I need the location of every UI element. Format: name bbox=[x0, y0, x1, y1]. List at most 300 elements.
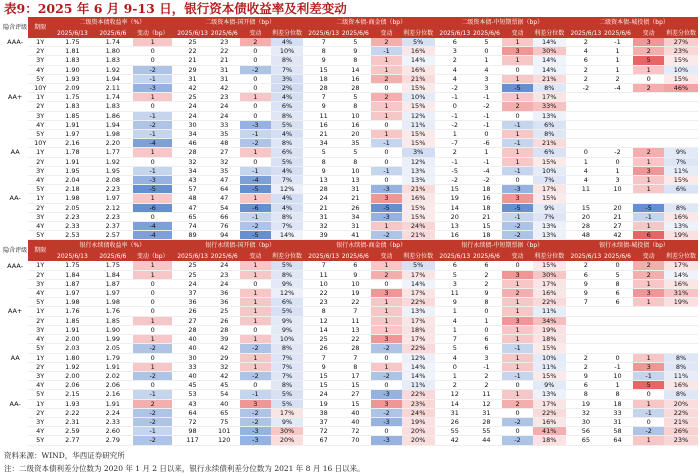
value-cell: 54 bbox=[208, 203, 240, 212]
value-cell bbox=[633, 316, 664, 325]
value-cell: -3 bbox=[133, 176, 172, 185]
table-row bbox=[2, 436, 698, 445]
value-cell: 30 bbox=[177, 120, 209, 129]
value-cell: 1 bbox=[502, 390, 533, 399]
value-cell: 1.74 bbox=[93, 38, 133, 47]
value-cell: 0 bbox=[133, 56, 172, 65]
value-cell: -1 bbox=[133, 111, 172, 120]
term-cell: 1Y bbox=[28, 399, 52, 408]
value-cell: 28 bbox=[308, 84, 340, 93]
value-cell: -1 bbox=[471, 362, 503, 371]
rating-cell bbox=[2, 417, 28, 426]
value-cell: 6% bbox=[271, 298, 304, 307]
value-cell: -2 bbox=[371, 344, 402, 353]
value-cell: 8 bbox=[340, 102, 372, 111]
value-cell: 8% bbox=[271, 381, 304, 390]
value-cell: -1 bbox=[133, 74, 172, 83]
value-cell: 22% bbox=[402, 390, 435, 399]
value-cell: 24% bbox=[402, 222, 435, 231]
value-cell: 8 bbox=[340, 157, 372, 166]
value-cell: 12% bbox=[402, 157, 435, 166]
value-cell: 1.83 bbox=[52, 56, 92, 65]
value-cell: 10% bbox=[664, 65, 698, 74]
value-cell bbox=[633, 335, 664, 344]
value-cell: -1 bbox=[133, 166, 172, 175]
value-cell: 13% bbox=[533, 222, 566, 231]
value-cell: 2.08 bbox=[93, 176, 133, 185]
value-cell: 31 bbox=[471, 408, 503, 417]
value-cell: 23 bbox=[308, 298, 340, 307]
value-cell: 1 bbox=[371, 111, 402, 120]
value-cell: 58 bbox=[602, 427, 634, 436]
value-cell: 1 bbox=[602, 47, 634, 56]
value-cell: 1 bbox=[240, 261, 271, 270]
value-cell: -1 bbox=[502, 139, 533, 148]
value-cell: 16% bbox=[533, 417, 566, 426]
value-cell: 0 bbox=[240, 84, 271, 93]
value-cell: 2 bbox=[570, 65, 602, 74]
value-cell bbox=[602, 335, 634, 344]
value-cell: 11% bbox=[533, 307, 566, 316]
table-row bbox=[2, 399, 698, 408]
term-cell: 1Y bbox=[28, 93, 52, 102]
value-cell: 94 bbox=[208, 231, 240, 240]
value-cell: 12% bbox=[402, 111, 435, 120]
value-cell: 0 bbox=[133, 307, 172, 316]
value-cell: 1.97 bbox=[93, 194, 133, 203]
value-cell: 2.03 bbox=[52, 344, 92, 353]
value-cell bbox=[602, 111, 634, 120]
value-cell: 2.22 bbox=[52, 408, 92, 417]
value-cell: 3 bbox=[633, 38, 664, 47]
rating-cell bbox=[2, 111, 28, 120]
value-cell: 21 bbox=[208, 56, 240, 65]
value-cell: -4 bbox=[133, 231, 172, 240]
value-cell: 1.95 bbox=[93, 166, 133, 175]
value-cell: 8% bbox=[271, 212, 304, 221]
value-cell: 13 bbox=[340, 176, 372, 185]
value-cell: 1.90 bbox=[93, 325, 133, 334]
value-cell: 5% bbox=[402, 261, 435, 270]
value-cell: 24% bbox=[402, 408, 435, 417]
value-cell: 2.05 bbox=[93, 344, 133, 353]
value-cell: -2 bbox=[133, 417, 172, 426]
value-cell: 40 bbox=[177, 335, 209, 344]
value-cell: 0 bbox=[502, 176, 533, 185]
value-cell: 8% bbox=[664, 203, 698, 212]
table-row bbox=[2, 261, 698, 270]
value-cell bbox=[633, 325, 664, 334]
value-cell: 3 bbox=[602, 176, 634, 185]
value-cell: 4% bbox=[271, 166, 304, 175]
value-cell: 1.81 bbox=[52, 47, 92, 56]
value-cell: 0 bbox=[371, 148, 402, 157]
value-cell: -2 bbox=[371, 231, 402, 240]
spread-group-header: 银行永续债-国开债（bp） bbox=[177, 240, 304, 253]
value-cell: 5 bbox=[340, 38, 372, 47]
value-cell: 3 bbox=[502, 270, 533, 279]
value-cell: 0 bbox=[371, 427, 402, 436]
value-cell: 1.85 bbox=[93, 316, 133, 325]
table-title: 表9：2025 年 6 月 9-13 日，银行资本债收益率及利差变动 bbox=[4, 1, 347, 16]
value-cell: 32 bbox=[177, 157, 209, 166]
value-cell: 2 bbox=[502, 399, 533, 408]
value-cell: 1.98 bbox=[52, 298, 92, 307]
value-cell: 65 bbox=[208, 408, 240, 417]
value-cell: 0 bbox=[471, 325, 503, 334]
value-cell: 0 bbox=[133, 353, 172, 362]
value-cell: 8 bbox=[340, 362, 372, 371]
value-cell: 10% bbox=[533, 166, 566, 175]
value-cell: 0 bbox=[471, 307, 503, 316]
value-cell: 101 bbox=[208, 427, 240, 436]
rating-cell bbox=[2, 139, 28, 148]
value-cell: 9 bbox=[439, 298, 471, 307]
table-row bbox=[2, 38, 698, 47]
value-cell: 19 bbox=[308, 399, 340, 408]
value-cell: 8% bbox=[271, 111, 304, 120]
value-cell bbox=[664, 316, 698, 325]
value-cell: 2 bbox=[602, 74, 634, 83]
value-cell: 28 bbox=[208, 325, 240, 334]
value-cell: 67 bbox=[308, 436, 340, 445]
value-cell: 2 bbox=[439, 56, 471, 65]
change-header: 变动 bbox=[633, 29, 664, 38]
value-cell: 1.91 bbox=[52, 120, 92, 129]
value-cell: 8% bbox=[271, 56, 304, 65]
value-cell: 20 bbox=[439, 212, 471, 221]
value-cell: 2.24 bbox=[93, 408, 133, 417]
value-cell: 1 bbox=[633, 157, 664, 166]
rating-cell bbox=[2, 47, 28, 56]
value-cell: 7 bbox=[308, 353, 340, 362]
value-cell: 40 bbox=[340, 408, 372, 417]
spread-group-header: 二级资本债-商金债（bp） bbox=[308, 17, 435, 29]
value-cell: 42 bbox=[208, 344, 240, 353]
value-cell: 24 bbox=[308, 194, 340, 203]
value-cell: 11% bbox=[664, 166, 698, 175]
value-cell: 11 bbox=[570, 185, 602, 194]
value-cell: 16 bbox=[340, 74, 372, 83]
value-cell: 1 bbox=[133, 335, 172, 344]
value-cell: 4% bbox=[271, 194, 304, 203]
value-cell: 24 bbox=[177, 102, 209, 111]
value-cell: 7% bbox=[271, 371, 304, 380]
value-cell: 15% bbox=[664, 74, 698, 83]
value-cell: 1.80 bbox=[93, 47, 133, 56]
value-cell: 0 bbox=[133, 298, 172, 307]
value-cell: 1 bbox=[502, 362, 533, 371]
value-cell: 10 bbox=[602, 371, 634, 380]
value-cell: 1.84 bbox=[52, 270, 92, 279]
value-cell: -2 bbox=[502, 436, 533, 445]
value-cell: 35 bbox=[208, 130, 240, 139]
value-cell: 15% bbox=[402, 84, 435, 93]
value-cell: 1 bbox=[502, 130, 533, 139]
value-cell: 15% bbox=[664, 56, 698, 65]
rating-cell: AA bbox=[10, 148, 20, 157]
change-header: 变动 bbox=[633, 252, 664, 261]
value-cell: 0 bbox=[471, 47, 503, 56]
table-row bbox=[2, 335, 698, 344]
value-cell: 2 bbox=[240, 38, 271, 47]
value-cell: 64 bbox=[602, 436, 634, 445]
value-cell: 3 bbox=[439, 47, 471, 56]
value-cell: 2% bbox=[271, 84, 304, 93]
value-cell: 2.59 bbox=[52, 427, 92, 436]
value-cell: 1 bbox=[133, 194, 172, 203]
value-cell: 1.91 bbox=[52, 325, 92, 334]
value-cell: 1.75 bbox=[52, 93, 92, 102]
rating-cell: AA+ bbox=[7, 93, 23, 102]
value-cell: 2.06 bbox=[52, 381, 92, 390]
table-row bbox=[2, 120, 698, 129]
value-cell: 64 bbox=[177, 408, 209, 417]
value-cell: 9 bbox=[471, 289, 503, 298]
value-cell bbox=[664, 93, 698, 102]
value-cell: 1 bbox=[502, 335, 533, 344]
value-cell: 1.95 bbox=[52, 166, 92, 175]
value-cell: 34 bbox=[308, 139, 340, 148]
value-cell: 25 bbox=[177, 270, 209, 279]
value-cell: 0 bbox=[371, 176, 402, 185]
value-cell: 1.98 bbox=[93, 298, 133, 307]
value-cell: 43 bbox=[177, 399, 209, 408]
spread-group-header: 二级资本债-国开债（bp） bbox=[177, 17, 304, 29]
value-cell: 1.93 bbox=[52, 74, 92, 83]
value-cell: 53 bbox=[177, 390, 209, 399]
percentile-header: 利差分位数 bbox=[534, 30, 565, 37]
value-cell: 1 bbox=[371, 316, 402, 325]
value-cell: 21 bbox=[471, 212, 503, 221]
value-cell: 0 bbox=[502, 381, 533, 390]
percentile-header: 利差分位数 bbox=[534, 253, 565, 261]
value-cell: 9 bbox=[340, 47, 372, 56]
value-cell: 2 bbox=[502, 289, 533, 298]
value-cell: 76 bbox=[208, 222, 240, 231]
value-cell: 15% bbox=[533, 261, 566, 270]
value-cell: 14% bbox=[664, 270, 698, 279]
value-cell: 1 bbox=[502, 307, 533, 316]
value-cell: 9 bbox=[570, 289, 602, 298]
value-cell: 0 bbox=[240, 47, 271, 56]
value-cell: 10% bbox=[402, 93, 435, 102]
yield-group-header: 银行永续债收益率（%） bbox=[52, 240, 172, 253]
value-cell: 2 bbox=[439, 148, 471, 157]
value-cell: 24 bbox=[177, 111, 209, 120]
table-row bbox=[2, 381, 698, 390]
value-cell: 5% bbox=[271, 390, 304, 399]
value-cell: 0 bbox=[240, 74, 271, 83]
value-cell: 13 bbox=[308, 176, 340, 185]
value-cell: 10% bbox=[271, 47, 304, 56]
value-cell: 0 bbox=[240, 56, 271, 65]
value-cell: -1 bbox=[240, 390, 271, 399]
value-cell: 4 bbox=[439, 65, 471, 74]
value-cell: 21% bbox=[402, 74, 435, 83]
value-cell: 2 bbox=[570, 261, 602, 270]
value-cell: 1 bbox=[133, 38, 172, 47]
value-cell: 22 bbox=[208, 47, 240, 56]
value-cell: 6 bbox=[633, 231, 664, 240]
value-cell: 1 bbox=[371, 325, 402, 334]
source-note: 资料来源：WIND，华西证券研究所 bbox=[4, 451, 125, 460]
term-cell: 5Y bbox=[28, 74, 52, 83]
value-cell: 11 bbox=[308, 270, 340, 279]
value-cell: 0 bbox=[133, 102, 172, 111]
term-cell: 5Y bbox=[28, 185, 52, 194]
value-cell: 26 bbox=[208, 316, 240, 325]
value-cell: 15 bbox=[471, 222, 503, 231]
term-cell: 4Y bbox=[28, 381, 52, 390]
table-row bbox=[2, 222, 698, 231]
value-cell: 48 bbox=[570, 231, 602, 240]
value-cell: 1 bbox=[240, 270, 271, 279]
value-cell: 2.53 bbox=[52, 231, 92, 240]
table-row bbox=[2, 130, 698, 139]
value-cell: 7 bbox=[308, 38, 340, 47]
value-cell: 1.78 bbox=[52, 148, 92, 157]
value-cell: 3 bbox=[502, 194, 533, 203]
spread-table bbox=[2, 17, 698, 457]
value-cell: 7% bbox=[664, 157, 698, 166]
value-cell: 18% bbox=[402, 325, 435, 334]
value-cell: 16% bbox=[402, 65, 435, 74]
value-cell: -1 bbox=[633, 212, 664, 221]
change-header: 变动 bbox=[371, 252, 402, 261]
value-cell: 1.74 bbox=[93, 93, 133, 102]
value-cell: 7 bbox=[439, 335, 471, 344]
value-cell: 14% bbox=[271, 231, 304, 240]
value-cell: 14% bbox=[402, 56, 435, 65]
value-cell: 2 bbox=[471, 371, 503, 380]
value-cell: 1 bbox=[502, 279, 533, 288]
value-cell: 24 bbox=[208, 102, 240, 111]
rating-cell bbox=[2, 222, 28, 231]
value-cell: 6 bbox=[471, 261, 503, 270]
value-cell: 1.98 bbox=[93, 130, 133, 139]
value-cell: 2 bbox=[502, 102, 533, 111]
term-cell: 10Y bbox=[28, 84, 52, 93]
term-cell: 3Y bbox=[28, 111, 52, 120]
value-cell: 11% bbox=[402, 120, 435, 129]
value-cell: 14 bbox=[308, 325, 340, 334]
value-cell bbox=[664, 120, 698, 129]
value-cell: 18% bbox=[533, 335, 566, 344]
rating-header: 隐含评级 bbox=[2, 17, 28, 38]
date-header: 2025/6/13 bbox=[177, 30, 208, 37]
value-cell: 31 bbox=[602, 417, 634, 426]
value-cell: 0 bbox=[133, 279, 172, 288]
value-cell: 2.20 bbox=[93, 139, 133, 148]
value-cell: 1 bbox=[602, 65, 634, 74]
value-cell: -2 bbox=[439, 120, 471, 129]
value-cell: 2.57 bbox=[93, 231, 133, 240]
table-row bbox=[2, 56, 698, 65]
date-header: 2025/6/13 bbox=[570, 30, 602, 37]
rating-cell bbox=[2, 362, 28, 371]
value-cell: 1.79 bbox=[93, 353, 133, 362]
value-cell: 4% bbox=[271, 203, 304, 212]
value-cell: 0 bbox=[133, 157, 172, 166]
value-cell: 14% bbox=[533, 65, 566, 74]
term-cell: 3Y bbox=[28, 371, 52, 380]
value-cell: 1 bbox=[240, 289, 271, 298]
value-cell: 35 bbox=[340, 139, 372, 148]
value-cell: 0 bbox=[240, 381, 271, 390]
value-cell: 2 bbox=[371, 270, 402, 279]
value-cell: 1.85 bbox=[52, 111, 92, 120]
value-cell: 0 bbox=[633, 417, 664, 426]
value-cell: 6 bbox=[340, 261, 372, 270]
change-header: 变动（bp） bbox=[133, 252, 172, 261]
value-cell: 1 bbox=[602, 56, 634, 65]
value-cell: 1.87 bbox=[93, 279, 133, 288]
value-cell: 0 bbox=[502, 111, 533, 120]
term-cell: 1Y bbox=[28, 194, 52, 203]
value-cell: -1 bbox=[502, 120, 533, 129]
value-cell: 20% bbox=[402, 436, 435, 445]
value-cell: 1 bbox=[633, 176, 664, 185]
value-cell: 9 bbox=[340, 270, 372, 279]
value-cell: 2.79 bbox=[93, 436, 133, 445]
value-cell: 1 bbox=[570, 157, 602, 166]
date-header: 2025/6/6 bbox=[340, 252, 372, 261]
value-cell: 2.02 bbox=[93, 371, 133, 380]
term-cell: 3Y bbox=[28, 417, 52, 426]
rating-cell bbox=[2, 185, 28, 194]
value-cell bbox=[664, 139, 698, 148]
value-cell: 7% bbox=[271, 176, 304, 185]
value-cell: 1 bbox=[371, 65, 402, 74]
value-cell: -2 bbox=[240, 139, 271, 148]
value-cell: 1.80 bbox=[52, 353, 92, 362]
value-cell: 8% bbox=[664, 353, 698, 362]
change-header: 变动（bp） bbox=[133, 29, 172, 38]
value-cell: 1 bbox=[133, 148, 172, 157]
value-cell: 22% bbox=[664, 408, 698, 417]
value-cell: 37 bbox=[308, 417, 340, 426]
term-cell: 1Y bbox=[28, 148, 52, 157]
value-cell: 16% bbox=[402, 194, 435, 203]
value-cell: 44 bbox=[471, 436, 503, 445]
value-cell: -3 bbox=[502, 185, 533, 194]
value-cell: 15% bbox=[402, 212, 435, 221]
rating-cell bbox=[2, 371, 28, 380]
value-cell: 1.94 bbox=[93, 120, 133, 129]
value-cell: 4 bbox=[570, 166, 602, 175]
value-cell: 10 bbox=[340, 111, 372, 120]
value-cell: 31% bbox=[664, 289, 698, 298]
value-cell: 2.16 bbox=[93, 390, 133, 399]
value-cell: 9% bbox=[664, 148, 698, 157]
value-cell: 0 bbox=[133, 212, 172, 221]
value-cell: 2.23 bbox=[93, 185, 133, 194]
value-cell: 28 bbox=[340, 344, 372, 353]
percentile-header: 利差分位数 bbox=[403, 253, 434, 261]
value-cell: 4 bbox=[471, 65, 503, 74]
table-row bbox=[2, 102, 698, 111]
value-cell: 37 bbox=[177, 289, 209, 298]
value-cell: 12% bbox=[402, 353, 435, 362]
term-cell: 2Y bbox=[28, 362, 52, 371]
value-cell: 22% bbox=[402, 344, 435, 353]
value-cell: 1 bbox=[371, 307, 402, 316]
value-cell: -1 bbox=[133, 390, 172, 399]
value-cell: -3 bbox=[240, 436, 271, 445]
value-cell: 2.77 bbox=[52, 436, 92, 445]
value-cell: 34 bbox=[340, 212, 372, 221]
